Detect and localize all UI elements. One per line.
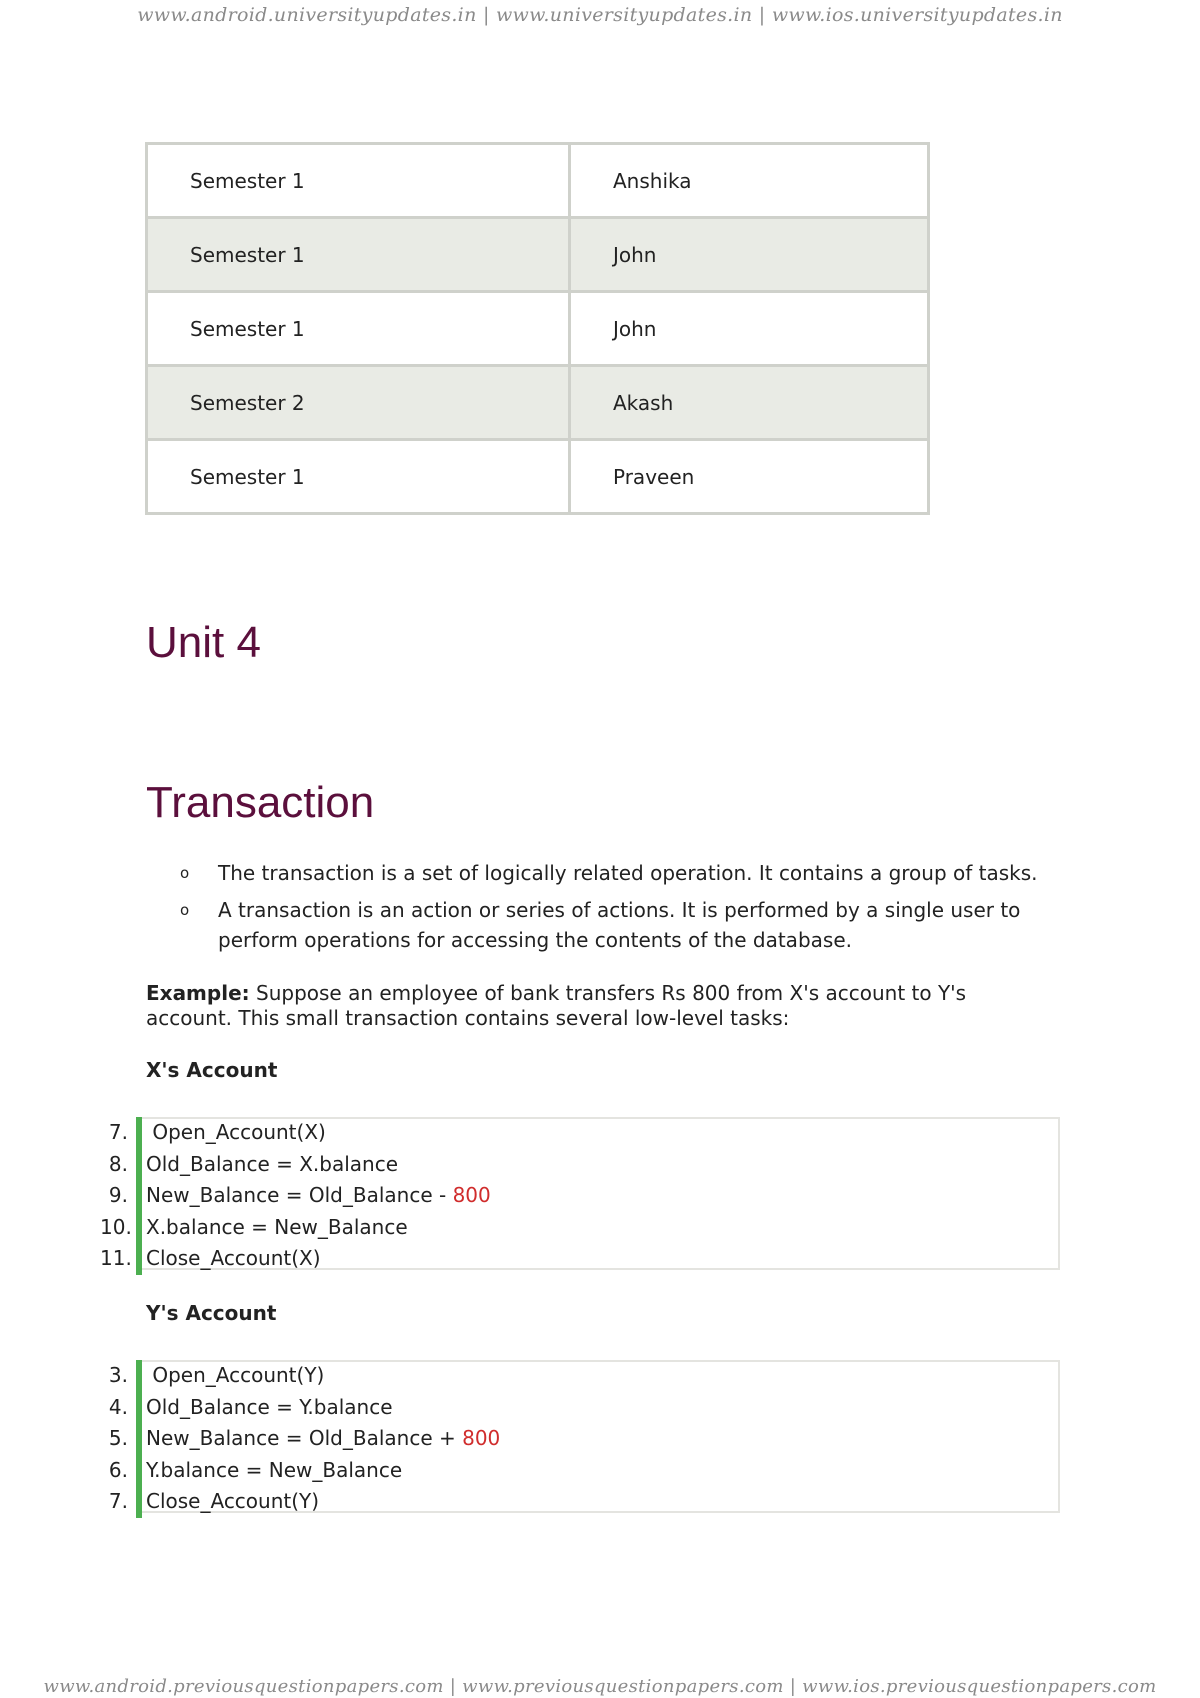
x-account-code-block xyxy=(100,1117,1060,1275)
code-line xyxy=(100,1212,1060,1244)
transaction-heading: Transaction xyxy=(146,778,375,827)
list-item xyxy=(146,858,1066,888)
code-line xyxy=(100,1360,1060,1392)
line-number: 7. xyxy=(108,1120,128,1144)
code-text: New_Balance = Old_Balance + 800 xyxy=(146,1426,501,1450)
table-row xyxy=(147,144,929,218)
semester-cell: Semester 1 xyxy=(147,292,570,366)
code-line xyxy=(100,1117,1060,1149)
name-cell: Anshika xyxy=(570,144,929,218)
list-item xyxy=(146,895,1066,955)
table-row xyxy=(147,292,929,366)
bullet-text: A transaction is an action or series of actions. It is performed by a single user to perform operations for accessing the contents of the database. xyxy=(218,898,1021,952)
unit-heading: Unit 4 xyxy=(146,618,261,667)
code-text: Y.balance = New_Balance xyxy=(146,1457,403,1482)
line-number: 7. xyxy=(108,1489,128,1513)
code-text: Open_Account(Y) xyxy=(146,1363,325,1387)
line-number: 9. xyxy=(108,1183,128,1207)
code-line xyxy=(100,1180,1060,1212)
code-line xyxy=(100,1486,1060,1518)
y-account-title: Y's Account xyxy=(146,1301,277,1325)
name-cell: Praveen xyxy=(570,440,929,514)
line-number: 10. xyxy=(100,1214,132,1239)
code-text: X.balance = New_Balance xyxy=(146,1214,408,1239)
semester-cell: Semester 2 xyxy=(147,366,570,440)
header-links: www.android.universityupdates.in | www.universityupdates.in | www.ios.universityupdates.in xyxy=(137,4,1063,26)
code-text: Old_Balance = X.balance xyxy=(146,1151,399,1176)
name-cell: John xyxy=(570,292,929,366)
code-line xyxy=(100,1392,1060,1424)
y-account-code-block xyxy=(100,1360,1060,1518)
footer-links: www.android.previousquestionpapers.com | www.previousquestionpapers.com | www.ios.previousquestionpapers.com xyxy=(43,1676,1157,1697)
example-text: Suppose an employee of bank transfers Rs 800 from X's account to Y's account. This small transaction contains several low-level tasks: xyxy=(146,981,967,1030)
bullet-icon: o xyxy=(180,901,190,919)
code-gutter-bar xyxy=(136,1455,142,1487)
semester-table xyxy=(145,142,930,515)
code-line xyxy=(100,1149,1060,1181)
line-number: 8. xyxy=(108,1151,128,1176)
table-row xyxy=(147,440,929,514)
semester-cell: Semester 1 xyxy=(147,218,570,292)
x-account-title: X's Account xyxy=(146,1058,278,1082)
table-row xyxy=(147,366,929,440)
code-gutter-bar xyxy=(136,1212,142,1244)
code-gutter-bar xyxy=(136,1423,142,1455)
name-cell: John xyxy=(570,218,929,292)
table-row xyxy=(147,218,929,292)
code-gutter-bar xyxy=(136,1180,142,1212)
code-line xyxy=(100,1243,1060,1275)
example-label: Example: xyxy=(146,981,250,1005)
code-gutter-bar xyxy=(136,1243,142,1275)
code-gutter-bar xyxy=(136,1392,142,1424)
code-gutter-bar xyxy=(136,1486,142,1518)
code-gutter-bar xyxy=(136,1360,142,1392)
line-number: 6. xyxy=(108,1457,128,1482)
line-number: 11. xyxy=(100,1246,132,1270)
code-text: Close_Account(Y) xyxy=(146,1489,320,1513)
code-text: New_Balance = Old_Balance - 800 xyxy=(146,1183,491,1207)
line-number: 4. xyxy=(108,1394,128,1419)
example-paragraph xyxy=(146,981,1026,1031)
line-number: 3. xyxy=(108,1363,128,1387)
bullet-icon: o xyxy=(180,864,190,882)
number-literal: 800 xyxy=(452,1183,491,1207)
transaction-bullet-list xyxy=(146,858,1066,962)
semester-cell: Semester 1 xyxy=(147,144,570,218)
semester-cell: Semester 1 xyxy=(147,440,570,514)
code-text: Old_Balance = Y.balance xyxy=(146,1394,393,1419)
line-number: 5. xyxy=(108,1426,128,1450)
name-cell: Akash xyxy=(570,366,929,440)
number-literal: 800 xyxy=(462,1426,501,1450)
code-line xyxy=(100,1423,1060,1455)
bullet-text: The transaction is a set of logically related operation. It contains a group of tasks. xyxy=(218,861,1038,885)
code-gutter-bar xyxy=(136,1149,142,1181)
code-line xyxy=(100,1455,1060,1487)
code-gutter-bar xyxy=(136,1117,142,1149)
code-text: Close_Account(X) xyxy=(146,1246,321,1270)
code-text: Open_Account(X) xyxy=(146,1120,326,1144)
